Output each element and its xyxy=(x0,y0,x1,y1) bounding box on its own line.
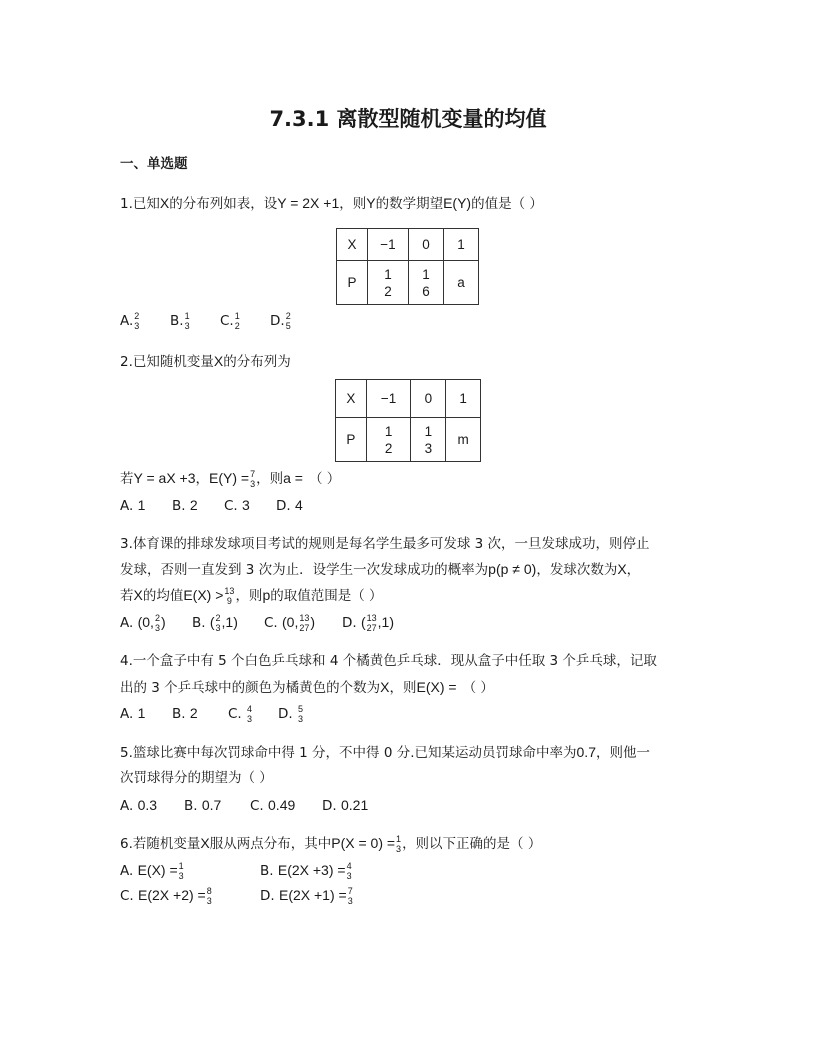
option-label: D. xyxy=(322,798,337,814)
cell-numerator: 1 xyxy=(422,266,430,282)
option-label: D. xyxy=(278,706,293,722)
q4-option-c[interactable] xyxy=(228,704,278,724)
denominator: 3 xyxy=(347,896,353,906)
q3-option-a[interactable] xyxy=(120,613,192,633)
table-cell: m xyxy=(446,418,481,462)
q6-text: 服从两点分布，其中 xyxy=(209,836,332,852)
q1-options xyxy=(120,311,320,331)
q6-option-a[interactable] xyxy=(120,861,260,881)
q4-expectation: E(X) = xyxy=(416,679,457,695)
interval-close: ) xyxy=(310,614,316,630)
q5-option-b[interactable] xyxy=(184,796,250,815)
q4-options xyxy=(120,704,328,724)
q4-option-a[interactable] xyxy=(120,704,172,723)
option-label: B. xyxy=(172,706,186,722)
denominator: 27 xyxy=(366,623,377,633)
option-label: C. xyxy=(120,888,134,904)
fraction xyxy=(185,311,190,331)
interval-close: ) xyxy=(160,614,166,630)
q1-expectation: E(Y) xyxy=(443,195,472,211)
q4-line-1: 4.一个盒子中有 5 个白色乒乓球和 4 个橘黄色乒乓球．现从盒子中任取 3 个乒乓球，记取 xyxy=(120,653,657,669)
page-title: 7.3.1 离散型随机变量的均值 xyxy=(269,107,547,131)
fraction xyxy=(155,613,160,633)
fraction xyxy=(286,311,291,331)
q3-option-d[interactable] xyxy=(342,613,420,633)
option-label: A. xyxy=(120,798,134,814)
numerator: 2 xyxy=(154,613,160,623)
denominator: 9 xyxy=(226,596,232,606)
q2-text-e: （ ） xyxy=(308,471,341,487)
numerator: 13 xyxy=(366,613,377,623)
numerator: 4 xyxy=(346,861,352,871)
table-cell: 1 xyxy=(444,229,479,261)
q3-text: 若 xyxy=(120,588,134,604)
option-value: 0.3 xyxy=(137,797,158,813)
q2-distribution-table xyxy=(335,379,481,462)
table-cell: X xyxy=(337,229,368,261)
q3-inequality: E(X) > xyxy=(183,587,224,603)
q4-line-2 xyxy=(120,678,494,697)
fraction xyxy=(134,311,139,331)
denominator: 3 xyxy=(250,479,256,489)
q3-option-b[interactable] xyxy=(192,613,264,633)
denominator: 27 xyxy=(299,623,310,633)
q6-option-c[interactable] xyxy=(120,886,260,906)
option-label: B. xyxy=(192,615,206,631)
q5-text: 5.篮球比赛中每次罚球命中得 1 分，不中得 0 分.已知某运动员罚球命中率为 xyxy=(120,745,577,761)
option-label: A. xyxy=(120,706,134,722)
q6-option-d[interactable] xyxy=(260,886,410,906)
q3-text: 的均值 xyxy=(142,588,184,604)
q3-var-x: X xyxy=(617,561,627,577)
q3-var-x: X xyxy=(133,587,143,603)
q2-sep: ， xyxy=(195,471,210,487)
denominator: 3 xyxy=(247,714,253,724)
option-equation: E(2X +1) = xyxy=(278,887,347,903)
q2-text-d: ，则 xyxy=(256,471,284,487)
fraction xyxy=(207,886,212,906)
q4-var-x: X xyxy=(380,679,390,695)
q2-equation-3: a = xyxy=(283,470,303,486)
option-label: C. xyxy=(250,798,264,814)
numerator: 1 xyxy=(396,834,402,844)
numerator: 13 xyxy=(299,613,310,623)
q6-probability: P(X = 0) = xyxy=(331,835,396,851)
q2-text-c: 若 xyxy=(120,471,134,487)
table-cell: −1 xyxy=(368,229,409,261)
option-label: A. xyxy=(120,615,134,631)
numerator: 7 xyxy=(250,469,256,479)
table-cell: P xyxy=(336,418,367,462)
q1-option-c[interactable] xyxy=(220,311,270,331)
numerator: 2 xyxy=(285,311,291,321)
q3-text: ， xyxy=(626,562,641,578)
q3-line-3 xyxy=(120,586,383,606)
q5-option-a[interactable] xyxy=(120,796,184,815)
option-value: 0.21 xyxy=(340,797,369,813)
option-value: 0.7 xyxy=(201,797,222,813)
table-cell: 0 xyxy=(409,229,444,261)
cell-denominator: 6 xyxy=(422,283,430,299)
q1-option-d[interactable] xyxy=(270,311,320,331)
option-label: C. xyxy=(224,498,238,514)
table-cell: 1 xyxy=(446,380,481,418)
q4-option-b[interactable] xyxy=(172,704,228,723)
fraction xyxy=(299,613,309,633)
option-label: C. xyxy=(228,706,242,722)
q2-var-x: X xyxy=(213,353,224,369)
q1-text-e: 的值是（ ） xyxy=(471,196,543,212)
q6-option-b[interactable] xyxy=(260,861,410,881)
denominator: 2 xyxy=(234,321,240,331)
fraction xyxy=(298,704,303,724)
q3-prob: p(p ≠ 0) xyxy=(488,561,537,577)
cell-numerator: 1 xyxy=(384,266,392,282)
fraction xyxy=(216,613,221,633)
q5-options xyxy=(120,796,394,815)
q5-rate: 0.7 xyxy=(576,744,596,760)
q1-var-y: Y xyxy=(366,195,376,211)
option-value: 0.49 xyxy=(268,797,296,813)
interval-close: ,1) xyxy=(377,614,395,630)
numerator: 13 xyxy=(224,586,235,596)
q5-option-d[interactable] xyxy=(322,796,394,815)
fraction xyxy=(396,834,401,854)
cell-numerator: 1 xyxy=(424,423,433,439)
fraction xyxy=(348,886,353,906)
q4-text: （ ） xyxy=(462,680,494,696)
q1-text-a: 1.已知 xyxy=(120,196,160,212)
option-value: 4 xyxy=(294,497,303,513)
option-equation: E(2X +3) = xyxy=(277,862,346,878)
option-label: C. xyxy=(264,615,278,631)
numerator: 1 xyxy=(178,861,184,871)
q6-options-row-2 xyxy=(120,886,410,906)
option-value: 1 xyxy=(137,497,146,513)
option-label: C. xyxy=(220,313,234,329)
option-label: B. xyxy=(260,863,274,879)
option-label: D. xyxy=(342,615,357,631)
q2-option-c[interactable] xyxy=(224,496,276,515)
q3-line-1: 3.体育课的排球发球项目考试的规则是每名学生最多可发球 3 次，一旦发球成功，则停止 xyxy=(120,536,650,552)
option-label: D. xyxy=(260,888,275,904)
question-6-stem xyxy=(120,834,541,854)
table-cell: X xyxy=(336,380,367,418)
option-label: A. xyxy=(120,863,134,879)
option-label: A. xyxy=(120,313,134,329)
q3-line-2 xyxy=(120,560,640,579)
option-label: D. xyxy=(270,313,285,329)
q1-distribution-table xyxy=(336,228,479,305)
table-cell: 0 xyxy=(411,380,446,418)
denominator: 3 xyxy=(178,871,184,881)
fraction xyxy=(179,861,184,881)
numerator: 1 xyxy=(234,311,240,321)
denominator: 3 xyxy=(396,844,402,854)
table-cell xyxy=(411,418,446,462)
q6-options-row-1 xyxy=(120,861,410,881)
q3-options xyxy=(120,613,420,633)
denominator: 3 xyxy=(134,321,140,331)
q5-text: ，则他一 xyxy=(595,745,650,761)
table-cell xyxy=(409,261,444,305)
interval-open: ( xyxy=(209,614,215,630)
q4-option-d[interactable] xyxy=(278,704,328,724)
interval-open: ( xyxy=(360,614,366,630)
option-label: B. xyxy=(184,798,198,814)
denominator: 3 xyxy=(346,871,352,881)
cell-denominator: 2 xyxy=(384,283,392,299)
denominator: 5 xyxy=(285,321,291,331)
q2-text-a: 2.已知随机变量 xyxy=(120,354,214,370)
interval-open: (0, xyxy=(282,614,299,630)
fraction xyxy=(247,704,252,724)
numerator: 2 xyxy=(134,311,140,321)
table-cell xyxy=(368,261,409,305)
q2-text-b: 的分布列为 xyxy=(223,354,291,370)
option-value: 1 xyxy=(137,705,146,721)
q5-line-2: 次罚球得分的期望为（ ） xyxy=(120,770,273,786)
interval-close: ,1) xyxy=(221,614,238,630)
option-equation: E(X) = xyxy=(137,862,178,878)
table-cell: −1 xyxy=(366,380,411,418)
section-heading: 一、单选题 xyxy=(120,156,188,172)
fraction xyxy=(250,469,255,489)
numerator: 1 xyxy=(184,311,190,321)
option-value: 2 xyxy=(189,497,198,513)
q1-text-c: ，则 xyxy=(339,196,367,212)
q2-options xyxy=(120,496,328,515)
fraction xyxy=(235,311,240,331)
q1-text-d: 的数学期望 xyxy=(375,196,444,212)
fraction xyxy=(224,586,234,606)
table-cell: a xyxy=(444,261,479,305)
option-value: 2 xyxy=(189,705,198,721)
q3-text: 的取值范围是（ ） xyxy=(270,588,383,604)
table-cell xyxy=(366,418,411,462)
q5-option-c[interactable] xyxy=(250,796,322,815)
option-label: D. xyxy=(276,498,291,514)
cell-denominator: 3 xyxy=(424,440,433,456)
cell-denominator: 2 xyxy=(384,440,393,456)
q3-text: ，则 xyxy=(235,588,263,604)
q6-text: 6.若随机变量 xyxy=(120,836,201,852)
q1-equation: Y = 2X +1 xyxy=(277,195,340,211)
option-value: 3 xyxy=(242,497,250,513)
question-2-stem xyxy=(120,352,291,371)
q3-var-p: p xyxy=(262,587,271,603)
option-label: A. xyxy=(120,498,134,514)
numerator: 2 xyxy=(215,613,221,623)
q2-option-b[interactable] xyxy=(172,496,224,515)
numerator: 8 xyxy=(206,886,212,896)
q1-option-b[interactable] xyxy=(170,311,220,331)
denominator: 3 xyxy=(184,321,190,331)
cell-numerator: 1 xyxy=(384,423,393,439)
q2-option-a[interactable] xyxy=(120,496,172,515)
q6-text: ，则以下正确的是（ ） xyxy=(402,836,542,852)
denominator: 3 xyxy=(154,623,160,633)
denominator: 3 xyxy=(215,623,221,633)
q1-text-b: 的分布列如表，设 xyxy=(169,196,278,212)
q4-text: ，则 xyxy=(389,680,417,696)
denominator: 3 xyxy=(297,714,303,724)
q1-option-a[interactable] xyxy=(120,311,170,331)
q3-text: ，发球次数为 xyxy=(536,562,618,578)
q2-option-d[interactable] xyxy=(276,496,328,515)
q2-equation-2: E(Y) = xyxy=(209,470,250,486)
q2-equation-1: Y = aX +3 xyxy=(133,470,196,486)
q2-condition xyxy=(120,469,340,489)
denominator: 3 xyxy=(206,896,212,906)
q6-var-x: X xyxy=(200,835,210,851)
q3-text: 发球，否则一直发到 3 次为止．设学生一次发球成功的概率为 xyxy=(120,562,489,578)
q3-option-c[interactable] xyxy=(264,613,342,633)
interval-open: (0, xyxy=(137,614,154,630)
q4-text: 出的 3 个乒乓球中的颜色为橘黄色的个数为 xyxy=(120,680,381,696)
fraction xyxy=(367,613,377,633)
numerator: 4 xyxy=(247,704,253,714)
table-cell: P xyxy=(337,261,368,305)
option-label: B. xyxy=(172,498,186,514)
numerator: 7 xyxy=(347,886,353,896)
option-equation: E(2X +2) = xyxy=(138,887,206,903)
q1-var-x: X xyxy=(159,195,170,211)
q5-line-1 xyxy=(120,743,650,762)
option-label: B. xyxy=(170,313,184,329)
fraction xyxy=(347,861,352,881)
question-1-stem xyxy=(120,194,543,213)
numerator: 5 xyxy=(297,704,303,714)
